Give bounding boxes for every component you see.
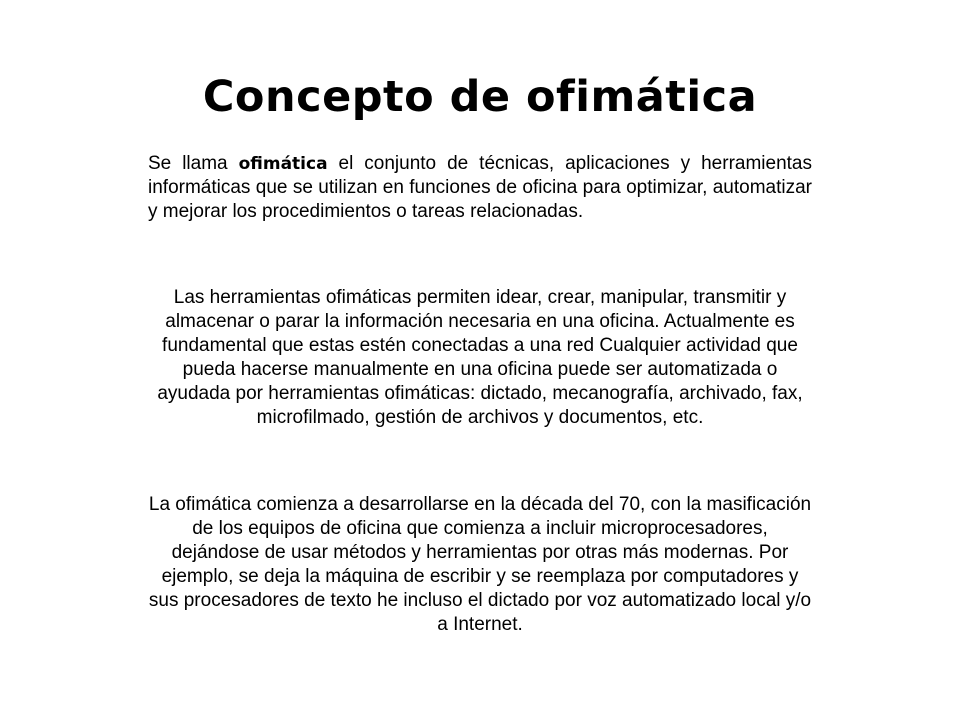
paragraph-history-text: La ofimática comienza a desarrollarse en la década del 70, con la masificación de los equipos de oficina que comienza a incluir microprocesadores, dejándose de usar métodos y herramientas por otras más modernas. Por ejemplo, se deja la máquina de escribir y se reemplaza por computadores y sus procesadores de texto he incluso el dictado por voz automatizado local y/o a Internet. bbox=[148, 494, 812, 635]
paragraph-tools bbox=[148, 286, 812, 430]
paragraph-definition-lead: Se llama bbox=[148, 153, 239, 174]
paragraph-definition-rest: el conjunto de técnicas, aplicaciones y herramientas informáticas que se utilizan en funciones de oficina para optimizar, automatizar y mejorar los procedimientos o tareas relacionadas. bbox=[148, 153, 812, 222]
paragraph-definition bbox=[148, 152, 812, 224]
paragraph-tools-text: Las herramientas ofimáticas permiten idear, crear, manipular, transmitir y almacenar o parar la información necesaria en una oficina. Actualmente es fundamental que estas estén conectadas a una red Cualquier actividad que pueda hacerse manualmente en una oficina puede ser automatizada o ayudada por herramientas ofimáticas: dictado, mecanografía, archivado, fax, microfilmado, gestión de archivos y documentos, etc. bbox=[157, 287, 803, 428]
slide-title: Concepto de ofimática bbox=[202, 72, 758, 122]
term-ofimatica: ofimática bbox=[238, 154, 328, 174]
paragraph-history bbox=[148, 493, 812, 637]
